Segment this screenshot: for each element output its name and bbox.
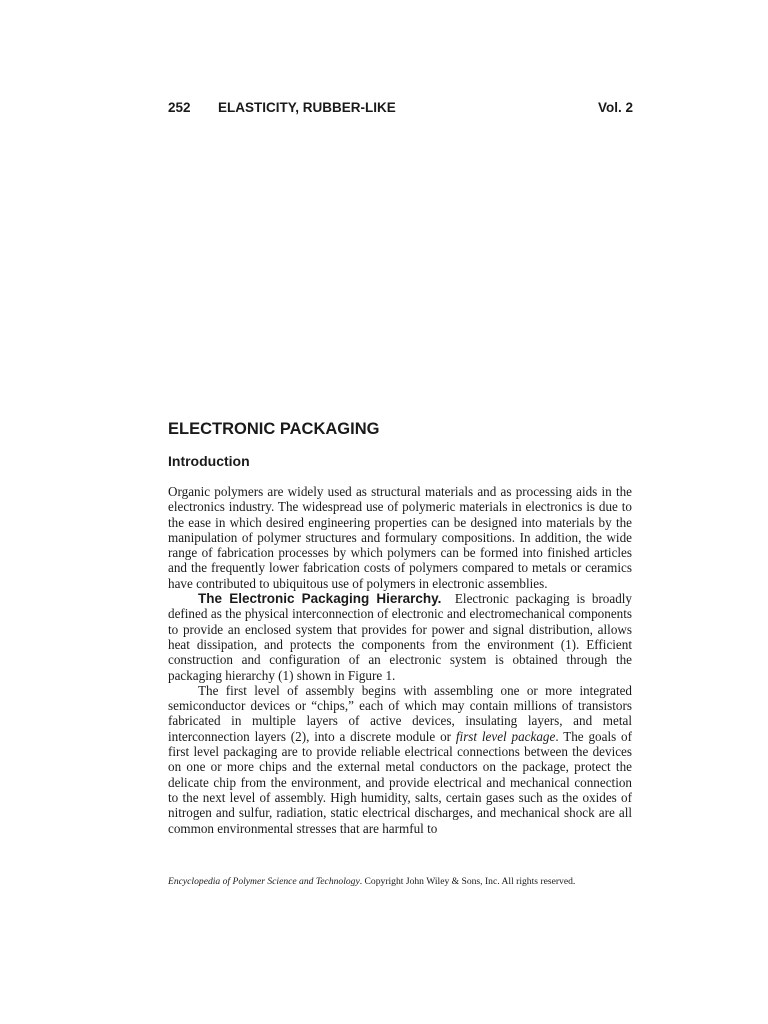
source-title: Encyclopedia of Polymer Science and Technology	[168, 876, 360, 887]
copyright-footer	[168, 876, 638, 887]
running-header	[168, 100, 633, 120]
runin-heading: The Electronic Packaging Hierarchy.	[198, 591, 442, 607]
copyright-text: . Copyright John Wiley & Sons, Inc. All rights reserved.	[359, 876, 576, 887]
article-title: ELECTRONIC PACKAGING	[168, 420, 380, 438]
paragraph-packaging-hierarchy-text: Electronic packaging is broadly defined as the physical interconnection of electronic and electromechanical components to provide an enclosed system that provides for power and signal distribution, allows heat dissipation, and protects the components from the environment (1). Efficient construction and configuration of an electronic system is obtained through the packaging hierarchy (1) shown in Figure 1.	[168, 591, 632, 683]
paragraph-first-level	[168, 683, 632, 836]
term-first-level-package: first level package	[455, 728, 556, 744]
paragraph-introduction: Organic polymers are widely used as structural materials and as processing aids in the electronics industry. The widespread use of polymeric materials in electronics is due to the ease in which desired engineering properties can be designed into materials by the manipulation of polymer structures and formulary compositions. In addition, the wide range of fabrication processes by which polymers can be formed into finished articles and the frequently lower fabrication costs of polymers compared to metals or ceramics have contributed to ubiquitous use of polymers in electronic assemblies.	[168, 484, 632, 591]
article-body	[168, 484, 632, 836]
paragraph-first-level-start: The first level of assembly begins with assembling one or more integrated semiconductor devices or “chips,” each of which may contain millions of transistors fabricated in multiple layers of active devices, insulating layers, and metal interconnection layers (2), into a discrete module or	[168, 682, 632, 744]
paragraph-packaging-hierarchy	[168, 591, 632, 683]
paragraph-first-level-end: . The goals of first level packaging are to provide reliable electrical connections between the devices on one or more chips and the external metal conductors on the package, protect the delicate chip from the environment, and provide electrical and mechanical connection to the next level of assembly. High humidity, salts, certain gases such as the oxides of nitrogen and sulfur, radiation, static electrical discharges, and mechanical shock are all common environmental stresses that are harmful to	[168, 728, 632, 836]
section-heading-introduction: Introduction	[168, 453, 250, 469]
running-title: ELASTICITY, RUBBER-LIKE	[218, 100, 396, 115]
volume-label: Vol. 2	[597, 100, 633, 115]
page-number: 252	[168, 100, 191, 115]
